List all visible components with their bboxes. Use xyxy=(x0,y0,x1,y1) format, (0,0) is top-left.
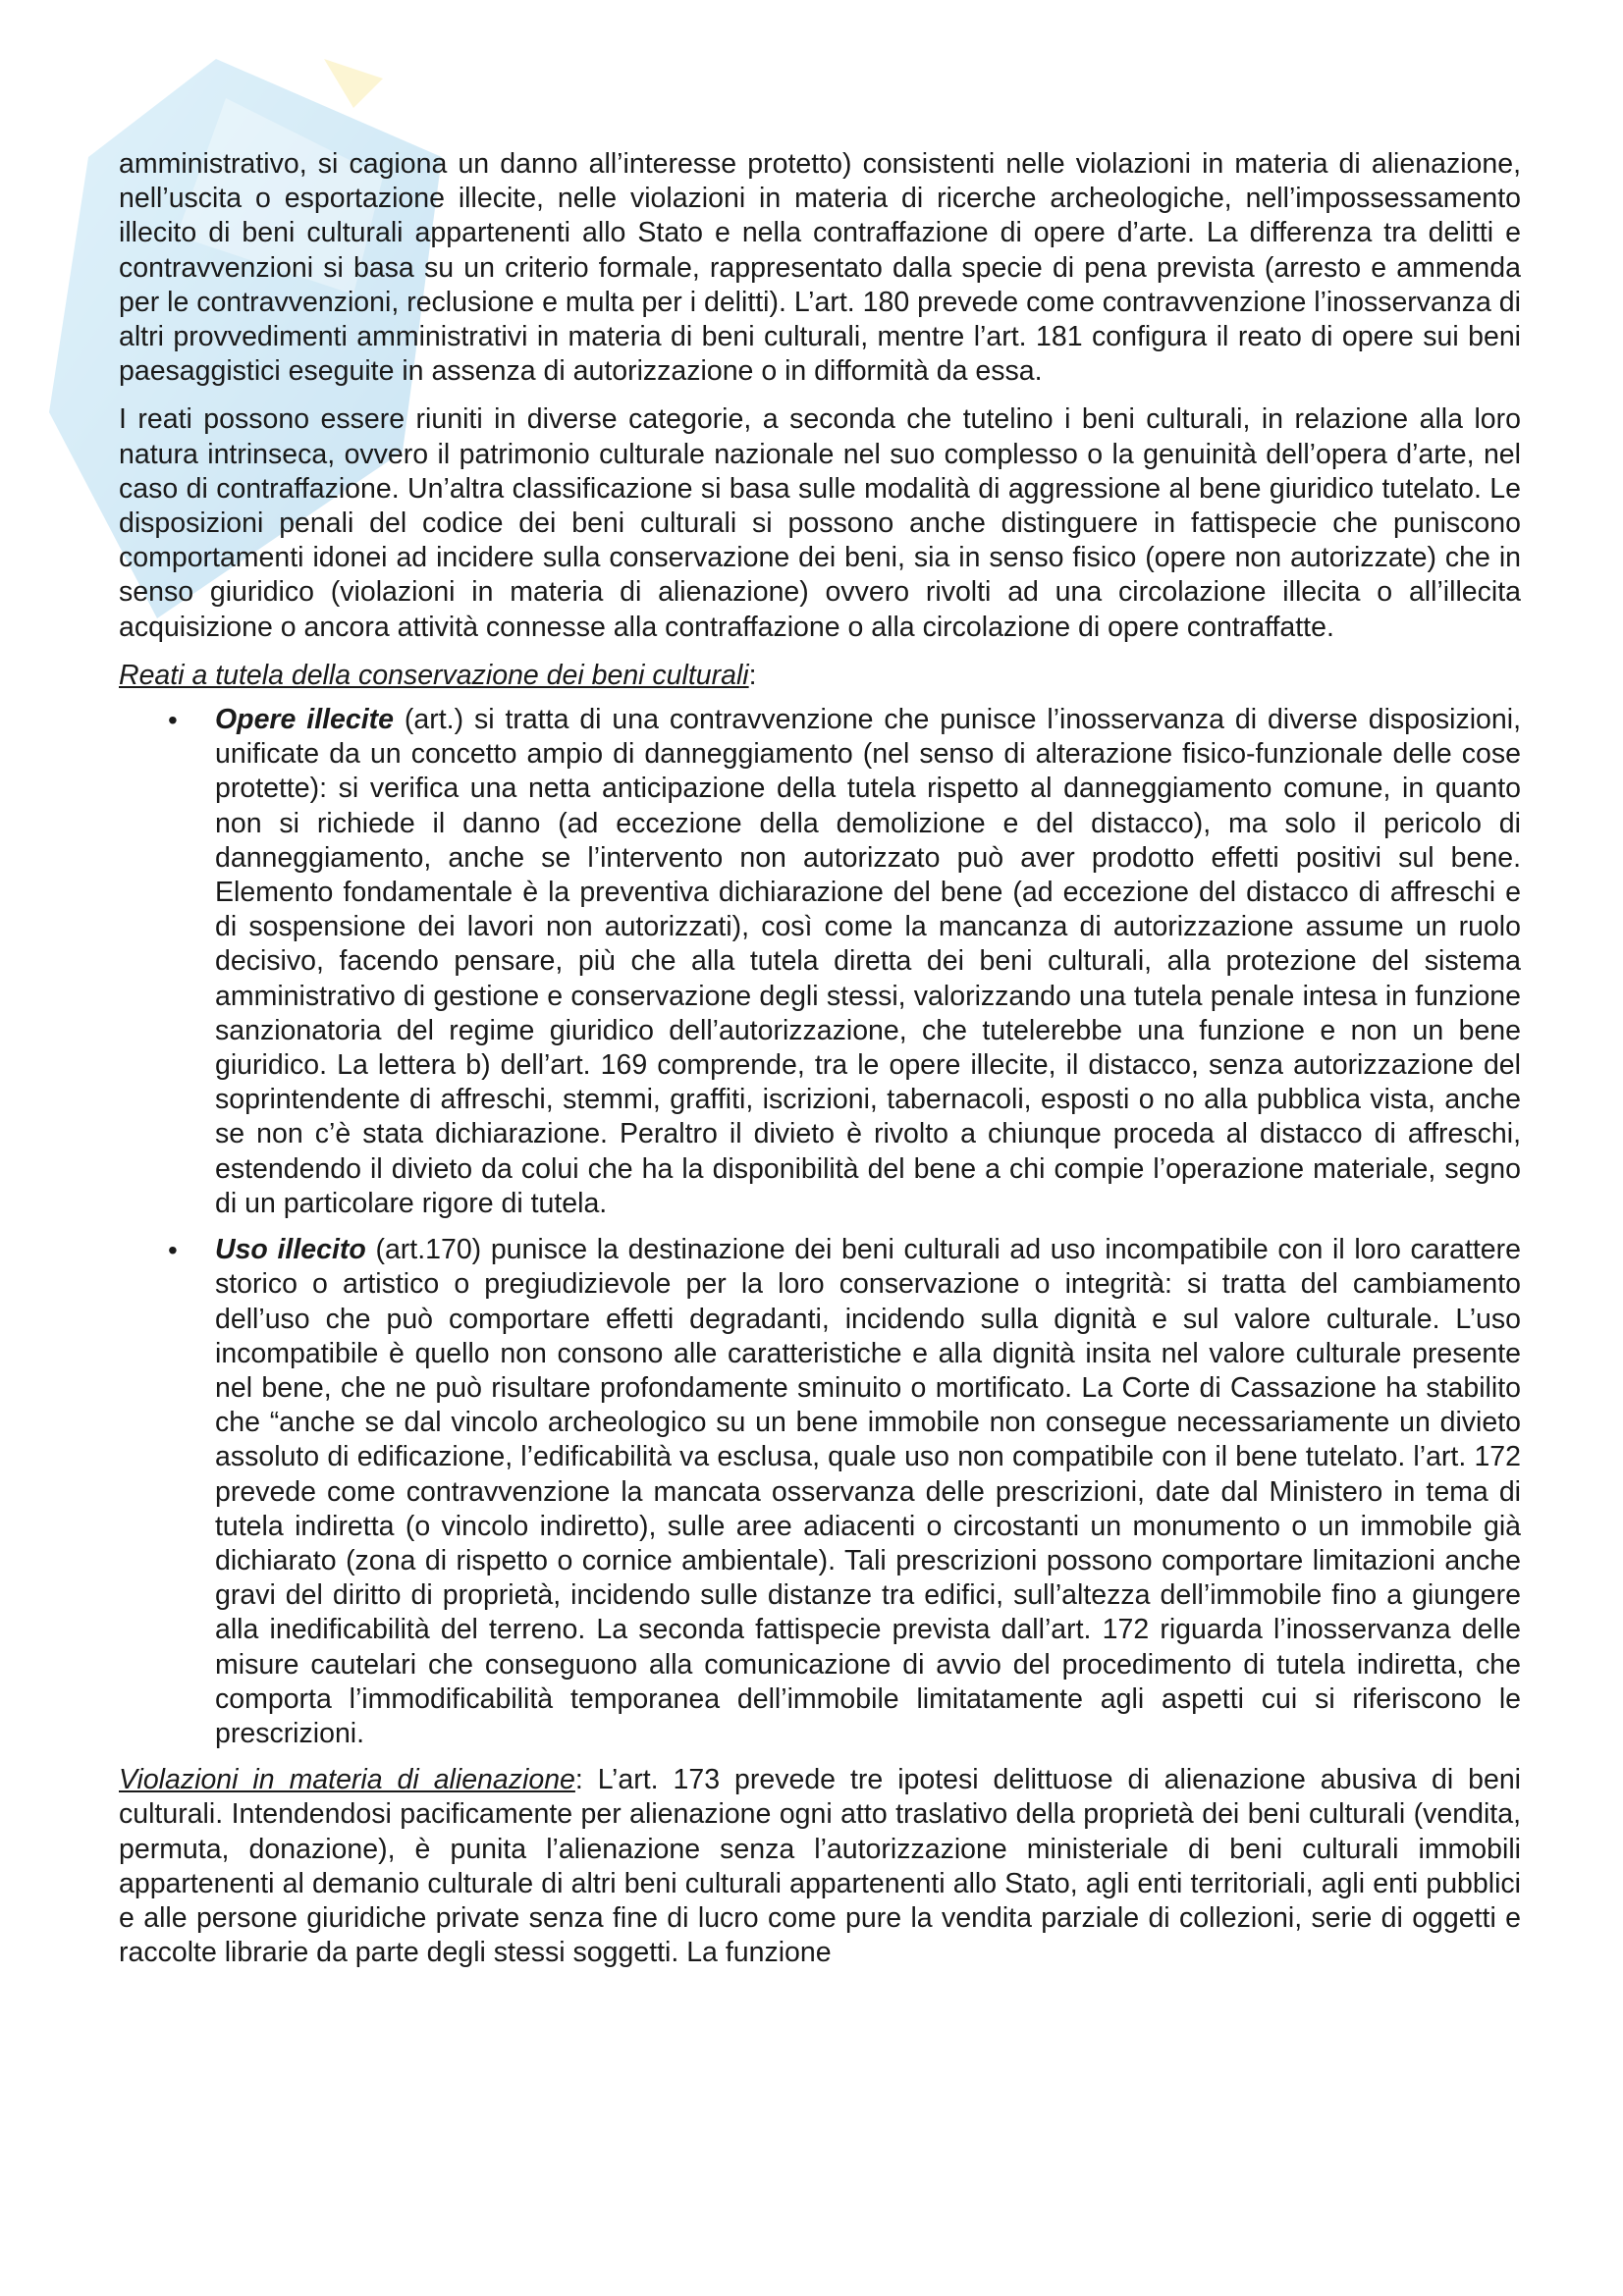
term-uso-illecito: Uso illecito xyxy=(215,1234,366,1266)
term-opere-illecite: Opere illecite xyxy=(215,704,394,736)
text-uso-illecito: (art.170) punisce la destinazione dei beni culturali ad uso incompatibile con il loro carattere storico o artistico o pregiudizievole per la loro conservazione o integrità: si tratta del cambiamento dell’uso che può comportare effetti degradanti, incidendo sulla dignità e sul valore culturale. L’uso incompatibile è quello non consono alle caratteristiche e alla dignità insita nel valore culturale presente nel bene, che ne può risultare profondamente sminuito o mortificato. La Corte di Cassazione ha stabilito che “anche se dal vincolo archeologico su un bene immobile non consegue necessariamente un divieto assoluto di edificazione, l’edificabilità va esclusa, quale uso non compatibile con il bene tutelato. l’art. 172 prevede come contravvenzione la mancata osservanza delle prescrizioni, date dal Ministero in tema di tutela indiretta (o vincolo indiretto), sulle aree adiacenti o circostanti un monumento o un immobile già dichiarato (zona di rispetto o cornice ambientale). Tali prescrizioni possono comportare limitazioni anche gravi del diritto di proprietà, incidendo sulle distanze tra edifici, sull’altezza dell’immobile fino a giungere alla inedificabilità del terreno. La seconda fattispecie prevista dall’art. 172 riguarda l’inosservanza delle misure cautelari che conseguono alla comunicazione di avvio del procedimento di tutela indiretta, che comporta l’immodificabilità temporanea dell’immobile limitatamente agli aspetti cui si riferiscono le prescrizioni. xyxy=(215,1234,1521,1749)
section-heading-colon: : xyxy=(748,659,757,691)
section-heading-conservation xyxy=(119,659,1521,693)
text-alienazione: : L’art. 173 prevede tre ipotesi delittuose di alienazione abusiva di beni culturali. Intendendosi pacificamente per alienazione ogni atto traslativo della proprietà dei beni culturali (vendita, permuta, donazione), è punita l’alienazione senza l’autorizzazione ministeriale di beni culturali immobili appartenenti al demanio culturale di altri beni culturali appartenenti allo Stato, agli enti territoriali, agli enti pubblici e alle persone giuridiche private senza fine di lucro come pure la vendita parziale di collezioni, serie di oggetti e raccolte librarie da parte degli stessi soggetti. La funzione xyxy=(119,1764,1522,1969)
bullet-icon: • xyxy=(168,705,178,736)
paragraph-intro: amministrativo, si cagiona un danno all’interesse protetto) consistenti nelle violazioni in materia di alienazione, nell’uscita o esportazione illecite, nelle violazioni in materia di ricerche archeologiche, nell’impossessamento illecito di beni culturali appartenenti allo Stato e nella contraffazione di opere d’arte. La differenza tra delitti e contravvenzioni si basa su un criterio formale, rappresentato dalla specie di pena prevista (arresto e ammenda per le contravvenzioni, reclusione e multa per i delitti). L’art. 180 prevede come contravvenzione l’inosservanza di altri provvedimenti amministrativi in materia di beni culturali, mentre l’art. 181 configura il reato di opere sui beni paesaggistici eseguite in assenza di autorizzazione o in difformità da essa. xyxy=(119,148,1521,388)
list-item-uso-illecito xyxy=(119,1233,1521,1751)
section-heading-alienazione: Violazioni in materia di alienazione xyxy=(119,1764,575,1796)
document-page xyxy=(119,147,1521,1984)
list-item-opere-illecite xyxy=(119,703,1521,1221)
paragraph-categories: I reati possono essere riuniti in diverse categorie, a seconda che tutelino i beni culturali, in relazione alla loro natura intrinseca, ovvero il patrimonio culturale nazionale nel suo complesso o la genuinità dell’opera d’arte, nel caso di contraffazione. Un’altra classificazione si basa sulle modalità di aggressione al bene giuridico tutelato. Le disposizioni penali del codice dei beni culturali si possono anche distinguere in fattispecie che puniscono comportamenti idonei ad incidere sulla conservazione dei beni, sia in senso fisico (opere non autorizzate) che in senso giuridico (violazioni in materia di alienazione) ovvero rivolti ad una circolazione illecita o all’illecita acquisizione o ancora attività connesse alla contraffazione o alla circolazione di opere contraffatte. xyxy=(119,403,1521,643)
paragraph-alienazione xyxy=(119,1763,1521,1970)
section-heading-conservation-label: Reati a tutela della conservazione dei beni culturali xyxy=(119,659,749,691)
bullet-list xyxy=(119,703,1521,1751)
text-opere-illecite: (art.) si tratta di una contravvenzione che punisce l’inosservanza di diverse disposizioni, unificate da un concetto ampio di danneggiamento (nel senso di alterazione fisico-funzionale delle cose protette): si verifica una netta anticipazione della tutela rispetto al danneggiamento comune, in quanto non si richiede il danno (ad eccezione della demolizione e del distacco), ma solo il pericolo di danneggiamento, anche se l’intervento non autorizzato può aver prodotto effetti positivi sul bene. Elemento fondamentale è la preventiva dichiarazione del bene (ad eccezione del distacco di affreschi e di sospensione dei lavori non autorizzati), così come la mancanza di autorizzazione assume un ruolo decisivo, facendo pensare, più che alla tutela diretta dei beni culturali, alla protezione del sistema amministrativo di gestione e conservazione degli stessi, valorizzando una tutela penale intesa in funzione sanzionatoria del regime giuridico dell’autorizzazione, che tutelerebbe una funzione e non un bene giuridico. La lettera b) dell’art. 169 comprende, tra le opere illecite, il distacco, senza autorizzazione del soprintendente di affreschi, stemmi, graffiti, iscrizioni, tabernacoli, esposti o no alla pubblica vista, anche se non c’è stata dichiarazione. Peraltro il divieto è rivolto a chiunque proceda al distacco di affreschi, estendendo il divieto da colui che ha la disponibilità del bene a chi compie l’operazione materiale, segno di un particolare rigore di tutela. xyxy=(215,704,1521,1219)
bullet-icon: • xyxy=(168,1235,178,1266)
watermark-accent xyxy=(324,59,383,108)
